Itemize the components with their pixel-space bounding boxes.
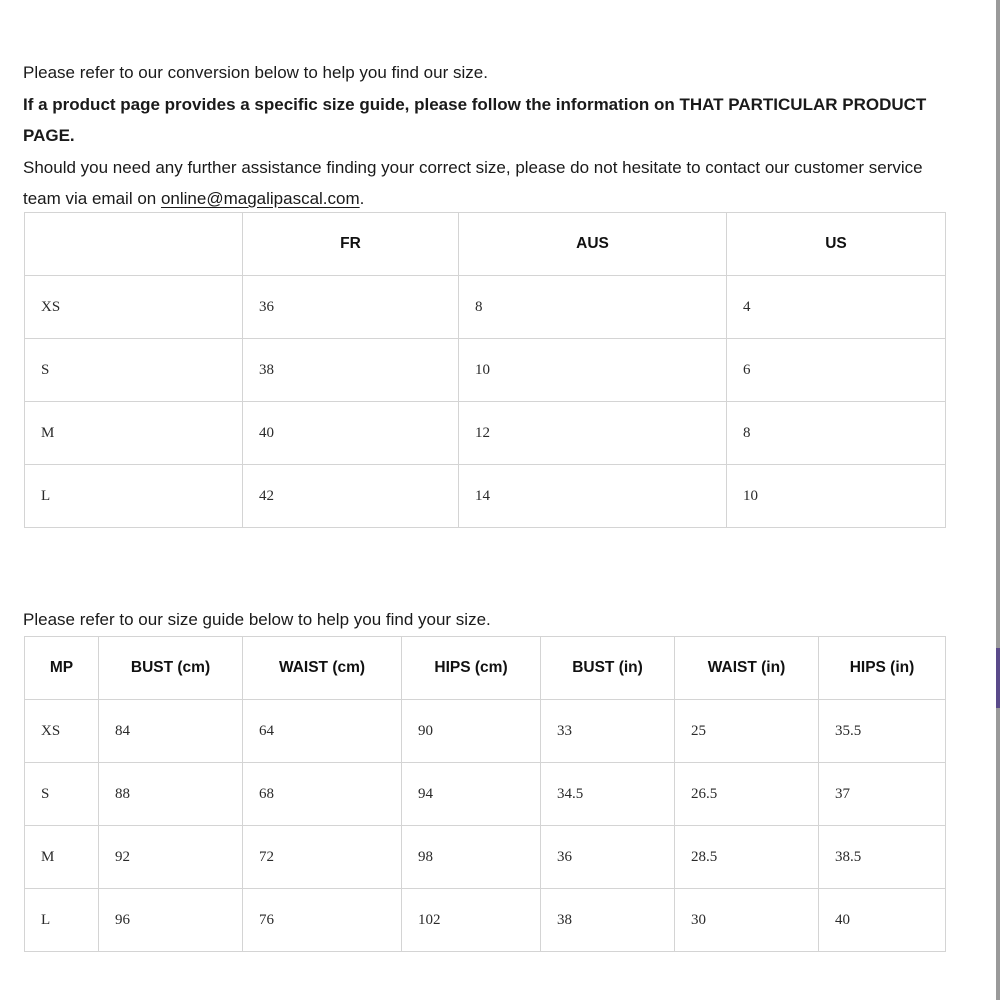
table-cell: 34.5	[541, 763, 675, 826]
intro-assistance-suffix: .	[359, 189, 365, 208]
conversion-row	[25, 465, 946, 528]
intro-assistance-text: Should you need any further assistance finding your correct size, please do not hesitate to contact our customer service team via email on	[23, 157, 923, 208]
table-cell: 40	[819, 889, 946, 952]
size-guide-row	[25, 889, 946, 952]
size-guide-header-waist-cm: WAIST (cm)	[243, 637, 402, 700]
table-cell: 38.5	[819, 826, 946, 889]
table-cell: 28.5	[675, 826, 819, 889]
size-guide-row	[25, 700, 946, 763]
table-cell: 6	[727, 339, 946, 402]
conversion-row	[25, 276, 946, 339]
size-label-cell: L	[25, 465, 243, 528]
table-cell: 26.5	[675, 763, 819, 826]
table-cell: 94	[402, 763, 541, 826]
table-cell: 38	[243, 339, 459, 402]
window-edge	[996, 0, 1000, 1000]
table-cell: 12	[459, 402, 727, 465]
table-cell: 102	[402, 889, 541, 952]
intro-line-product-guide: If a product page provides a specific size guide, please follow the information on THAT PARTICULAR PRODUCT PAGE.	[23, 94, 927, 145]
intro-text	[23, 57, 953, 215]
table-cell: 42	[243, 465, 459, 528]
table-cell: 8	[727, 402, 946, 465]
size-guide-row	[25, 763, 946, 826]
table-cell: 38	[541, 889, 675, 952]
table-cell: 4	[727, 276, 946, 339]
conversion-header-row	[25, 213, 946, 276]
conversion-table	[24, 212, 946, 528]
conversion-header-empty	[25, 213, 243, 276]
email-link[interactable]: online@magalipascal.com	[160, 189, 360, 208]
table-cell: 36	[541, 826, 675, 889]
size-label-cell: M	[25, 826, 99, 889]
conversion-row	[25, 339, 946, 402]
table-cell: 88	[99, 763, 243, 826]
size-label-cell: XS	[25, 700, 99, 763]
table-cell: 64	[243, 700, 402, 763]
size-label-cell: L	[25, 889, 99, 952]
size-label-cell: M	[25, 402, 243, 465]
table-cell: 90	[402, 700, 541, 763]
intro-line-assistance	[23, 152, 953, 215]
size-guide-row	[25, 826, 946, 889]
size-guide-header-waist-in: WAIST (in)	[675, 637, 819, 700]
size-label-cell: XS	[25, 276, 243, 339]
table-cell: 72	[243, 826, 402, 889]
size-guide-header-row	[25, 637, 946, 700]
table-cell: 37	[819, 763, 946, 826]
table-cell: 30	[675, 889, 819, 952]
size-guide-table	[24, 636, 946, 952]
conversion-row	[25, 402, 946, 465]
table-cell: 92	[99, 826, 243, 889]
size-label-cell: S	[25, 763, 99, 826]
size-label-cell: S	[25, 339, 243, 402]
size-guide-header-hips-in: HIPS (in)	[819, 637, 946, 700]
table-cell: 14	[459, 465, 727, 528]
conversion-header-us: US	[727, 213, 946, 276]
table-cell: 25	[675, 700, 819, 763]
conversion-header-fr: FR	[243, 213, 459, 276]
table-cell: 68	[243, 763, 402, 826]
table-cell: 76	[243, 889, 402, 952]
size-guide-header-mp: MP	[25, 637, 99, 700]
table-cell: 8	[459, 276, 727, 339]
size-guide-header-bust-cm: BUST (cm)	[99, 637, 243, 700]
table-cell: 33	[541, 700, 675, 763]
table-cell: 10	[459, 339, 727, 402]
table-cell: 98	[402, 826, 541, 889]
conversion-header-aus: AUS	[459, 213, 727, 276]
intro-line-conversion: Please refer to our conversion below to help you find our size.	[23, 63, 488, 82]
size-guide-header-bust-in: BUST (in)	[541, 637, 675, 700]
table-cell: 84	[99, 700, 243, 763]
table-cell: 35.5	[819, 700, 946, 763]
window-edge-accent	[996, 648, 1000, 708]
table-cell: 36	[243, 276, 459, 339]
table-cell: 10	[727, 465, 946, 528]
size-guide-header-hips-cm: HIPS (cm)	[402, 637, 541, 700]
table-cell: 40	[243, 402, 459, 465]
size-guide-caption: Please refer to our size guide below to help you find your size.	[23, 610, 491, 629]
table-cell: 96	[99, 889, 243, 952]
